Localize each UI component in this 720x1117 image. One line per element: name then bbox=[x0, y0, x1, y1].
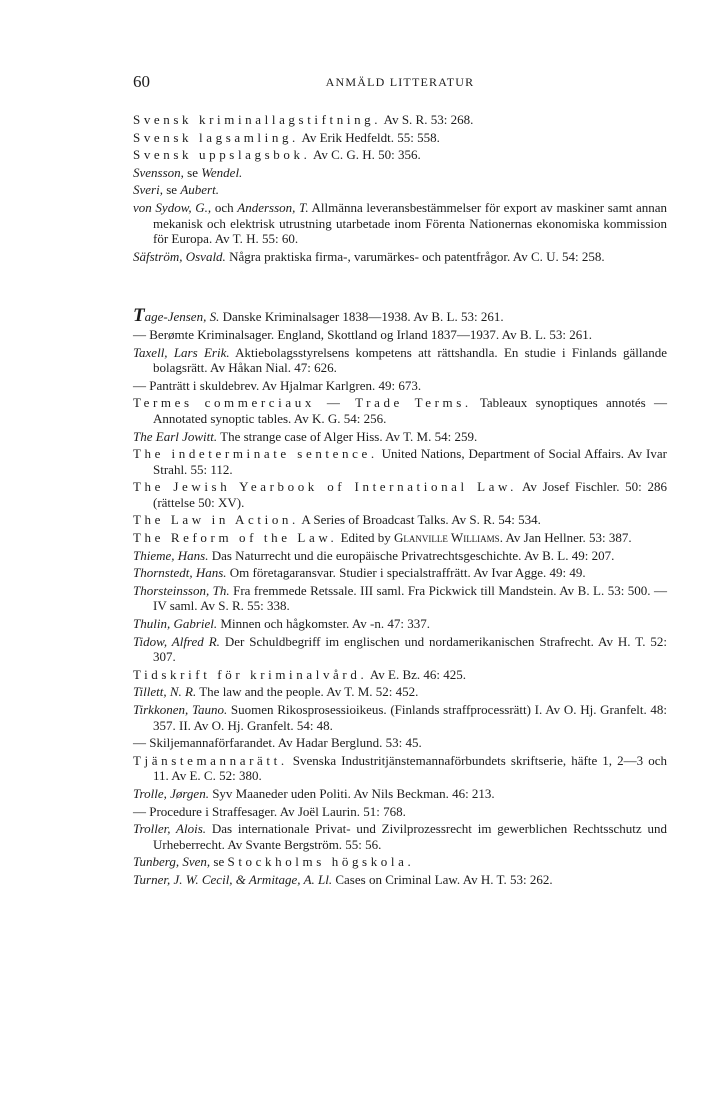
bibliography-entry bbox=[133, 583, 667, 614]
bibliography-entry bbox=[133, 616, 667, 632]
bibliography-entry bbox=[133, 634, 667, 665]
entry-text: Cases on Criminal Law. Av H. T. 53: 262. bbox=[332, 871, 553, 887]
bibliography-entry bbox=[133, 200, 667, 247]
bibliography-entry bbox=[133, 565, 667, 581]
entry-text: Danske Kriminalsager 1838—1938. Av B. L. 53: 261. bbox=[219, 309, 504, 325]
entry-text-sp: Tidskrift för kriminalvård. bbox=[133, 666, 368, 682]
entry-text: Av S. R. 53: 268. bbox=[381, 112, 474, 127]
entry-text: Av C. G. H. 50: 356. bbox=[310, 147, 421, 163]
entry-text: Om företagaransvar. Studier i specialstraffrätt. Av Ivar Agge. 49: 49. bbox=[226, 565, 586, 581]
bibliography-entry bbox=[133, 249, 667, 265]
entry-text-i: Thorsteinsson, Th. bbox=[133, 582, 230, 598]
entry-text-i: von Sydow, G., bbox=[133, 199, 212, 215]
bibliography-entry bbox=[133, 429, 667, 445]
bibliography-entry bbox=[133, 512, 667, 528]
entry-text-i: Tidow, Alfred R. bbox=[133, 633, 220, 649]
entry-text: A Series of Broadcast Talks. Av S. R. 54: 534. bbox=[298, 512, 541, 528]
entry-text: Av E. Bz. 46: 425. bbox=[367, 666, 466, 682]
bibliography-entry bbox=[133, 854, 667, 870]
entry-text: Svenska Industritjänstemannaförbundets skriftserie, häfte 1, 2—3 och 11. Av E. C. 52: 380. bbox=[153, 752, 667, 784]
entry-text: Minnen och hågkomster. Av -n. 47: 337. bbox=[217, 616, 430, 632]
entry-text-sp: Stockholms högskola. bbox=[227, 854, 415, 870]
entry-text: — Berømte Kriminalsager. England, Skottland og Irland 1837—1937. Av B. L. 53: 261. bbox=[133, 326, 593, 342]
entry-text-i: Thornstedt, Hans. bbox=[133, 565, 227, 581]
bibliography-entry bbox=[133, 345, 667, 376]
bibliography-entry bbox=[133, 735, 667, 751]
entry-text: The strange case of Alger Hiss. Av T. M. 54: 259. bbox=[217, 428, 478, 444]
entry-text-sp: The Reform of the Law. bbox=[133, 530, 338, 546]
entry-text: Das Naturrecht und die europäische Privatrechtsgeschichte. Av B. L. 49: 207. bbox=[208, 547, 615, 563]
entry-text-i: Tillett, N. R. bbox=[133, 684, 197, 700]
section-gap bbox=[133, 266, 667, 308]
bibliography-entry bbox=[133, 165, 667, 181]
entry-text-i: Turner, J. W. Cecil, & Armitage, A. Ll. bbox=[133, 871, 333, 887]
entry-text: — Skiljemannaförfarandet. Av Hadar Berglund. 53: 45. bbox=[133, 735, 422, 751]
bibliography-entry bbox=[133, 702, 667, 733]
entry-text: Allmänna leveransbestämmelser för export av maskiner samt annan mekanisk och elektrisk utrustning utarbetade inom Förenta Nationernas ekonomiska kommission för Europa. Av T. H. 55: 60. bbox=[153, 199, 667, 247]
entry-text-i: Sveri, bbox=[133, 182, 163, 198]
bibliography-entry bbox=[133, 530, 667, 546]
entry-text-i: Trolle, Jørgen. bbox=[133, 785, 209, 801]
bibliography-list bbox=[133, 112, 667, 890]
bibliography-entry bbox=[133, 479, 667, 510]
running-head: ANMÄLD LITTERATUR bbox=[325, 75, 475, 89]
entry-text: se bbox=[183, 164, 202, 180]
entry-text-sp: The Law in Action. bbox=[133, 512, 299, 528]
bibliography-entry bbox=[133, 684, 667, 700]
entry-text-sp: Svensk lagsamling. bbox=[133, 129, 299, 145]
entry-text-sp: The indeterminate sentence. bbox=[133, 446, 378, 462]
bibliography-entry bbox=[133, 786, 667, 802]
entry-text: Das internationale Privat- und Zivilprozessrecht im gewerblichen Rechtsschutz und Urheberrecht. Av Svante Bergström. 55: 56. bbox=[153, 821, 667, 852]
entry-text: se bbox=[210, 854, 228, 870]
entry-text-initial: T bbox=[133, 305, 145, 327]
entry-text-i: Tirkkonen, Tauno. bbox=[133, 702, 228, 717]
entry-text: — Procedure i Straffesager. Av Joël Laurin. 51: 768. bbox=[133, 803, 406, 819]
entry-text-i: age-Jensen, S. bbox=[144, 309, 220, 325]
entry-text: Suomen Rikosprosessioikeus. (Finlands straffprocessrätt) I. Av O. Hj. Granfelt. 48: 357. II. Av O. Hj. Granfelt. 54: 48. bbox=[153, 702, 668, 733]
bibliography-entry bbox=[133, 378, 667, 394]
entry-text-i: Thieme, Hans. bbox=[133, 547, 209, 563]
entry-text-i: Thulin, Gabriel. bbox=[133, 616, 218, 632]
entry-text-sp: Svensk kriminallagstiftning. bbox=[133, 112, 382, 127]
entry-text-sc: Glanville Williams bbox=[394, 530, 500, 546]
entry-text: Edited by bbox=[337, 530, 395, 546]
entry-text: se bbox=[162, 182, 181, 198]
entry-text-i: Troller, Alois. bbox=[133, 821, 207, 837]
page-number: 60 bbox=[133, 72, 150, 91]
entry-text: Tableaux synoptiques annotés — Annotated synoptic tables. Av K. G. 54: 256. bbox=[153, 395, 667, 426]
bibliography-entry bbox=[133, 130, 667, 146]
bibliography-entry bbox=[133, 112, 667, 128]
page-header bbox=[133, 72, 667, 92]
bibliography-entry bbox=[133, 446, 667, 477]
entry-text: — Panträtt i skuldebrev. Av Hjalmar Karlgren. 49: 673. bbox=[133, 377, 422, 393]
entry-text-i: Taxell, Lars Erik. bbox=[133, 344, 230, 360]
entry-text: Några praktiska firma-, varumärkes- och patentfrågor. Av C. U. 54: 258. bbox=[225, 248, 605, 264]
entry-text-i: Säfström, Osvald. bbox=[133, 248, 226, 264]
entry-text-sp: Tjänstemannarätt. bbox=[133, 752, 288, 768]
entry-text-sp: The Jewish Yearbook of International Law. bbox=[133, 479, 517, 495]
entry-text-sp: Svensk uppslagsbok. bbox=[133, 147, 311, 163]
bibliography-entry bbox=[133, 667, 667, 683]
bibliography-entry bbox=[133, 548, 667, 564]
entry-text: Syv Maaneder uden Politi. Av Nils Beckman. 46: 213. bbox=[208, 785, 495, 801]
entry-text: och bbox=[211, 199, 238, 215]
bibliography-entry bbox=[133, 804, 667, 820]
entry-text: Av Erik Hedfeldt. 55: 558. bbox=[298, 129, 440, 145]
bibliography-entry bbox=[133, 395, 667, 426]
entry-text: The law and the people. Av T. M. 52: 452. bbox=[196, 684, 419, 700]
entry-text-i: Andersson, T. bbox=[237, 199, 309, 215]
entry-text-sp: Termes commerciaux — Trade Terms. bbox=[133, 395, 472, 411]
entry-text: Fra fremmede Retssale. III saml. Fra Pickwick till Mandstein. Av B. L. 53: 500. — IV saml. Av S. R. 55: 338. bbox=[153, 582, 667, 614]
entry-text-i: Tunberg, Sven, bbox=[133, 854, 211, 870]
entry-text: Av Josef Fischler. 50: 286 (rättelse 50: XV). bbox=[153, 479, 667, 510]
entry-text: Der Schuldbegriff im englischen und nordamerikanischen Strafrecht. Av H. T. 52: 307. bbox=[153, 633, 667, 665]
entry-text-i: Svensson, bbox=[133, 164, 184, 180]
bibliography-entry bbox=[133, 872, 667, 888]
entry-text: Aktiebolagsstyrelsens kompetens att rättshandla. En studie i Finlands gällande bolagsrätt. Av Håkan Nial. 47: 626. bbox=[153, 344, 667, 376]
bibliography-entry bbox=[133, 327, 667, 343]
entry-text-i: Aubert. bbox=[180, 182, 219, 198]
bibliography-entry bbox=[133, 305, 667, 327]
entry-text-i: The Earl Jowitt. bbox=[133, 428, 218, 444]
bibliography-entry bbox=[133, 182, 667, 198]
bibliography-entry bbox=[133, 753, 667, 784]
entry-text: . Av Jan Hellner. 53: 387. bbox=[499, 530, 632, 546]
bibliography-entry bbox=[133, 147, 667, 163]
entry-text: United Nations, Department of Social Affairs. Av Ivar Strahl. 55: 112. bbox=[153, 446, 667, 477]
entry-text-i: Wendel. bbox=[201, 164, 243, 180]
bibliography-entry bbox=[133, 821, 667, 852]
